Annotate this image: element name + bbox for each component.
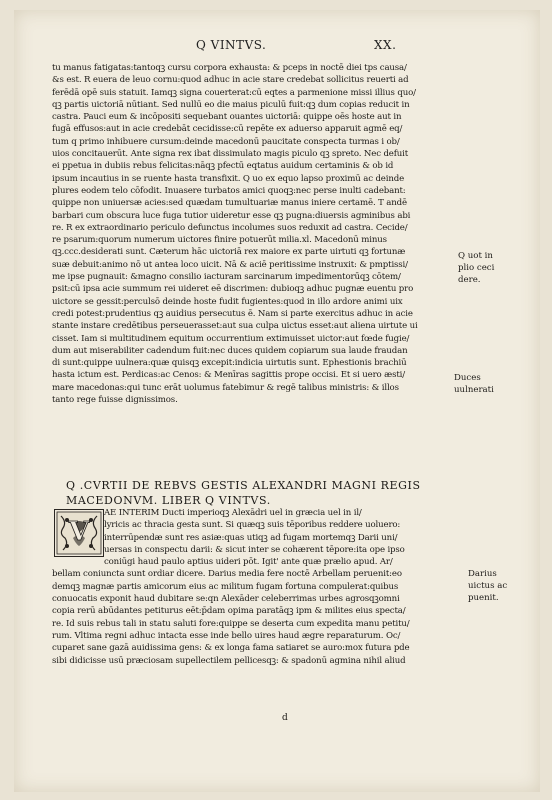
text-line: tanto rege fuisse dignissimos. (52, 395, 178, 406)
text-line: conuocatis exponit haud dubitare se:qn Alexāder celeberrimas urbes agrosqꝫomni (52, 594, 400, 605)
signature-mark: d (282, 713, 288, 723)
text-line: dum aut miserabiliter cadendum fuit:nec duces quidem copiarum sua laude fraudan (52, 345, 408, 356)
margin-note-line: Darius (468, 569, 497, 579)
text-line: me ipse pugnauit: &magno consilio iacturam sarcinarum impedimentorūqꝫ cōtem/ (52, 272, 401, 283)
text-line: coniūgi haud paulo aptius uideri pōt. Igit' ante quæ prælio apud. Ar/ (104, 557, 393, 568)
text-line: cuparet sane gazā auidissima gens: & ex longa fama satiaret se auro:mox futura pde (52, 643, 410, 654)
text-line: lyricis ac thracia gesta sunt. Si quæqꝫ suis tēporibus reddere uoluero: (104, 520, 401, 531)
text-line: credi potest:prudentius qꝫ auidius persecutus ē. Nam si parte exercitus adhuc in acie (52, 308, 413, 319)
text-line: castra. Pauci eum & incōpositi sequebant ouantes uictoriā: quippe oēs hoste aut in (52, 112, 402, 123)
margin-note-wounded-leaders (454, 372, 494, 396)
book-heading-line: MACEDONVM. LIBER Q VINTVS. (66, 494, 271, 507)
book-heading-line: Q .CVRTII DE REBVS GESTIS ALEXANDRI MAGNI REGIS (66, 479, 421, 492)
margin-note-darius (468, 568, 507, 604)
text-line: mare macedonas:qui tunc erāt uolumus fatebimur & regē talibus ministris: & illos (52, 382, 399, 393)
text-line: copia rerū abūdantes petiturus eēt:p̄dam opima paratāqꝫ ipm & milites eius specta/ (52, 606, 406, 617)
book-page (14, 10, 540, 792)
margin-note-line: Q uot in (458, 251, 493, 261)
initial-letter: V (68, 517, 90, 547)
margin-note-line: uulnerati (454, 385, 494, 395)
text-line: re. Id suis rebus tali in statu saluti fore:quippe se deserta cum expedita manu petitu/ (52, 618, 410, 629)
margin-note-line: plio ceci (458, 263, 495, 273)
text-line: bellam coniuncta sunt ordiar dicere. Darius media fere noctē Arbellam peruenit:eo (52, 569, 402, 580)
margin-note-line: uictus ac (468, 581, 508, 591)
text-line: cisset. Iam si multitudinem equitum occurrentium extimuisset uictor:aut fœde fugie/ (52, 333, 410, 344)
text-line: rum. Vltima regni adhuc intacta esse inde bello uires haud ægre reparaturum. Oc/ (52, 630, 401, 641)
text-line: ipsum incautius in se ruente hasta transfixit. Q uo ex equo lapso proximū ac deinde (52, 173, 405, 184)
text-line: AE INTERIM Ducti imperioqꝫ Alexādri uel in græcia uel in il/ (104, 508, 362, 518)
text-block-bottom (52, 507, 464, 667)
text-line: ei ppetua in dubiis rebus felicitas:nāqꝫ pfectū eqtatus auidum certaminis & ob id (52, 161, 394, 172)
margin-note-casualties (458, 250, 494, 286)
text-line: plures eodem telo cōfodit. Inuasere turbatos amici quoqꝫ:nec perse inulti cadebant: (52, 185, 406, 196)
folio-number: XX. (374, 38, 397, 52)
text-line: di sunt:quippe uulnera:quæ quisqꝫ excepit:indicia uirtutis sunt. Ephestionis brachiū (52, 358, 407, 369)
text-line: stante instare credētibus perseuerasset:aut sua culpa uictus esset:aut aliena uirtute ui (52, 321, 418, 332)
text-line: barbari cum obscura luce fuga tutior uideretur esse qꝫ pugna:diuersis agminibus abi (52, 210, 411, 221)
text-line: interrūpendæ sunt res asiæ:quas utiqꝫ ad fugam mortemqꝫ Darii uni/ (104, 532, 398, 543)
text-line: ferēdā opē suis statuit. Iamqꝫ signa couerterat:cū eqtes a parmenione missi illius quo/ (52, 87, 416, 98)
text-line: psit:cū ipsa acie summum rei uideret eē discrimen: dubioqꝫ adhuc pugnæ euentu pro (52, 284, 414, 295)
text-line: suæ debuit:animo nō ut antea loco uicit. Nā & aciē peritissime instruxit: & pmptissi/ (52, 259, 408, 270)
text-line: tu manus fatigatas:tantoqꝫ cursu corpora exhausta: & pceps in noctē diei tps causa/ (52, 63, 407, 73)
text-line: tum q primo inhibuere cursum:deinde macedonū paucitate conspecta turmas i ob/ (52, 136, 400, 147)
book-heading (66, 478, 466, 508)
margin-note-line: puenit. (468, 593, 499, 603)
text-line: uios concitauerūt. Ante signa rex ibat dissimulato magis piculo qꝫ spreto. Nec defuit (52, 149, 409, 160)
margin-note-line: Duces (454, 373, 481, 383)
text-line: hasta ictum est. Perdicas:ac Cenos: & Menīras sagittis prope occisi. Et si uero æsti/ (52, 370, 405, 381)
text-line: fugā effusos:aut in acie credebāt cecidisse:cū repēte ex aduerso apparuit agmē eq/ (52, 124, 403, 135)
text-line: sibi didicisse usū præciosam supellectilem pellicesqꝫ: & spadonū agmina nihil aliud (52, 655, 406, 666)
text-line: uictore se gessit:perculsō deinde hoste fudit fugientes:quod in illo ardore animi uix (52, 296, 403, 307)
text-line: re. R ex extraordinario periculo defunctus incolumes suos reduxit ad castra. Cecide/ (52, 222, 408, 233)
text-line: qꝫ.ccc.desiderati sunt. Cæterum hāc uictoriā rex maiore ex parte uirtuti qꝫ fortunæ (52, 247, 406, 258)
text-line: &s est. R euera de leuo cornu:quod adhuc in acie stare credebat sollicitus reuerti ad (52, 75, 409, 86)
text-line: qꝫ partis uictoriā nūtiant. Sed nullū eo die maius piculū fuit:qꝫ dum copias reducit in (52, 99, 410, 110)
text-line: uersas in conspectu darii: & sicut inter se cohærent tēpore:ita ope ipso (104, 544, 405, 555)
text-line: quippe non uniuersæ acies:sed quædam tumultuariæ manus iniere certamē. T andē (52, 198, 407, 209)
running-head-title: Q VINTVS. (196, 38, 267, 52)
text-line: demqꝫ magnæ partis amicorum eius ac militum fugam fortuna compulerat:quibus (52, 581, 399, 592)
text-block-top (52, 62, 452, 406)
margin-note-line: dere. (458, 275, 481, 285)
text-line: re psarum:quorum numerum uictores finire potuerūt milia.xl. Macedonū minus (52, 235, 387, 246)
